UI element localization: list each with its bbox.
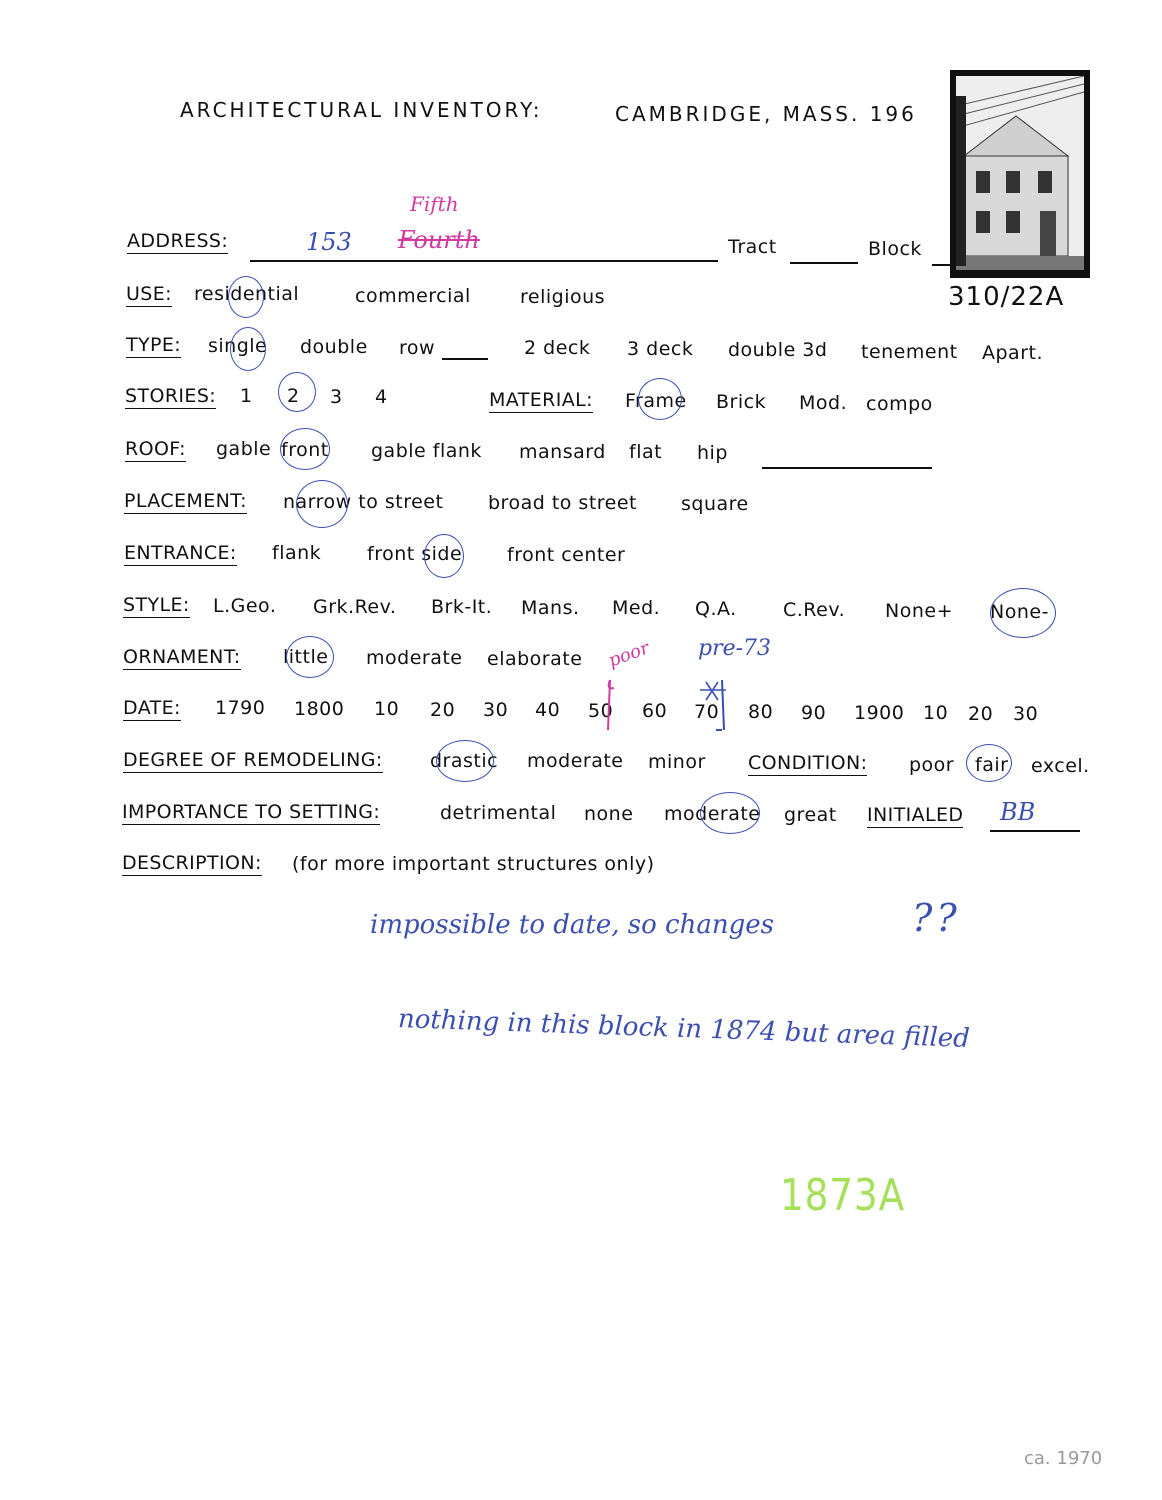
address-street-struck: Fourth <box>398 226 480 254</box>
footer-date: ca. 1970 <box>1024 1448 1103 1469</box>
type-tenement: tenement <box>861 341 958 363</box>
date-10: 10 <box>374 698 400 720</box>
date-range-brackets <box>596 660 736 740</box>
entrance-front-side: front side <box>367 543 463 565</box>
address-label: ADDRESS: <box>127 230 229 252</box>
photo-reference: 310/22A <box>948 282 1065 312</box>
style-brkit: Brk-It. <box>431 596 493 618</box>
building-photo <box>950 70 1090 278</box>
ornament-little: little <box>283 646 329 668</box>
description-label: DESCRIPTION: <box>122 852 262 874</box>
importance-detrimental: detrimental <box>440 802 557 824</box>
condition-fair-circle <box>966 744 1012 782</box>
ornament-little-circle <box>286 636 334 678</box>
address-street-correction: Fifth <box>410 192 459 216</box>
catalog-number: 1873A <box>780 1170 906 1221</box>
style-lgeo: L.Geo. <box>213 595 277 617</box>
date-1910: 10 <box>923 702 949 724</box>
roof-label: ROOF: <box>125 438 186 460</box>
address-number: 153 <box>306 228 352 256</box>
ornament-elaborate: elaborate <box>487 648 583 670</box>
use-residential: residential <box>194 283 300 305</box>
use-commercial: commercial <box>355 285 471 307</box>
date-1920: 20 <box>968 703 994 725</box>
stories-label: STORIES: <box>125 385 217 407</box>
type-row-line <box>442 358 488 360</box>
ornament-label: ORNAMENT: <box>123 646 241 668</box>
entrance-front-center: front center <box>507 544 626 566</box>
date-70: 70 <box>694 701 720 723</box>
address-line <box>250 260 718 262</box>
date-1790: 1790 <box>215 697 266 719</box>
condition-fair: fair <box>975 754 1009 776</box>
roof-mansard: mansard <box>519 441 606 463</box>
date-1800: 1800 <box>294 698 345 720</box>
date-1930: 30 <box>1013 703 1039 725</box>
type-double: double <box>300 336 368 358</box>
use-religious: religious <box>520 286 606 308</box>
placement-narrow: narrow to street <box>283 491 444 513</box>
date-20: 20 <box>430 699 456 721</box>
type-single: single <box>208 335 268 357</box>
roof-other-line <box>762 467 932 469</box>
date-60: 60 <box>642 700 668 722</box>
condition-poor: poor <box>909 754 955 776</box>
stories-2: 2 <box>287 385 300 407</box>
material-mod: Mod. <box>799 392 848 414</box>
importance-label: IMPORTANCE TO SETTING: <box>122 801 381 823</box>
type-2deck: 2 deck <box>524 337 591 359</box>
remodeling-drastic-circle <box>436 740 494 782</box>
importance-none: none <box>584 803 634 825</box>
roof-gable-flank: gable flank <box>371 440 482 462</box>
placement-broad: broad to street <box>488 492 638 514</box>
type-3deck: 3 deck <box>627 338 694 360</box>
condition-label: CONDITION: <box>748 752 868 774</box>
description-note-2: nothing in this block in 1874 but area filled <box>397 1004 971 1054</box>
style-none-minus: None- <box>990 601 1049 623</box>
date-label: DATE: <box>123 697 181 719</box>
form-title: ARCHITECTURAL INVENTORY: <box>180 98 543 122</box>
description-hint: (for more important structures only) <box>292 853 655 875</box>
roof-gable: gable <box>216 438 272 460</box>
importance-moderate: moderate <box>664 803 761 825</box>
condition-excel: excel. <box>1031 755 1090 777</box>
type-label: TYPE: <box>126 334 182 356</box>
type-apart: Apart. <box>982 342 1044 364</box>
style-grkrev: Grk.Rev. <box>313 596 397 618</box>
placement-square: square <box>681 493 749 515</box>
block-label: Block <box>868 238 922 260</box>
stories-2-circle <box>278 372 316 412</box>
roof-front-circle <box>280 428 330 470</box>
style-crev: C.Rev. <box>783 599 846 621</box>
use-label: USE: <box>126 283 172 305</box>
material-brick: Brick <box>716 391 767 413</box>
date-90: 90 <box>801 702 827 724</box>
description-note-1: impossible to date, so changes <box>370 910 774 940</box>
roof-front: front <box>281 439 329 461</box>
stories-1: 1 <box>240 385 253 407</box>
material-compo: compo <box>866 393 933 415</box>
tract-line <box>790 262 858 264</box>
style-none-minus-circle <box>990 588 1056 638</box>
date-40: 40 <box>535 699 561 721</box>
date-50: 50 <box>588 700 614 722</box>
block-line <box>932 264 950 266</box>
initialed-label: INITIALED <box>867 804 964 826</box>
remodeling-label: DEGREE OF REMODELING: <box>123 749 383 771</box>
initialed-value: BB <box>1000 798 1036 826</box>
material-frame: Frame <box>625 390 687 412</box>
use-residential-circle <box>228 276 264 318</box>
remodeling-minor: minor <box>648 751 706 773</box>
ornament-annotation-pre73: pre-73 <box>698 636 772 661</box>
ornament-annotation-poor: poor <box>605 637 653 672</box>
initialed-line <box>990 830 1080 832</box>
ornament-moderate: moderate <box>366 647 463 669</box>
stories-4: 4 <box>375 386 388 408</box>
importance-great: great <box>784 804 837 826</box>
style-med: Med. <box>612 597 661 619</box>
type-double-3d: double 3d <box>728 339 828 361</box>
date-30: 30 <box>483 699 509 721</box>
entrance-label: ENTRANCE: <box>124 542 237 564</box>
material-frame-circle <box>638 378 682 420</box>
entrance-flank: flank <box>272 542 322 564</box>
tract-label: Tract <box>728 236 777 258</box>
importance-moderate-circle <box>700 792 760 834</box>
placement-label: PLACEMENT: <box>124 490 247 512</box>
entrance-side-circle <box>424 534 464 578</box>
roof-flat: flat <box>629 441 663 463</box>
style-mans: Mans. <box>521 597 580 619</box>
style-label: STYLE: <box>123 594 190 616</box>
date-80: 80 <box>748 701 774 723</box>
stories-3: 3 <box>330 386 343 408</box>
type-row: row <box>399 337 436 359</box>
description-note-1-mark: ?? <box>912 896 961 940</box>
form-location: CAMBRIDGE, MASS. 196 <box>615 102 917 126</box>
placement-narrow-circle <box>296 480 348 528</box>
remodeling-drastic: drastic <box>430 750 499 772</box>
date-1900: 1900 <box>854 702 905 724</box>
roof-hip: hip <box>697 442 728 464</box>
style-none-plus: None+ <box>885 600 953 622</box>
material-label: MATERIAL: <box>489 389 593 411</box>
style-qa: Q.A. <box>695 598 737 620</box>
remodeling-moderate: moderate <box>527 750 624 772</box>
type-single-circle <box>230 327 266 371</box>
